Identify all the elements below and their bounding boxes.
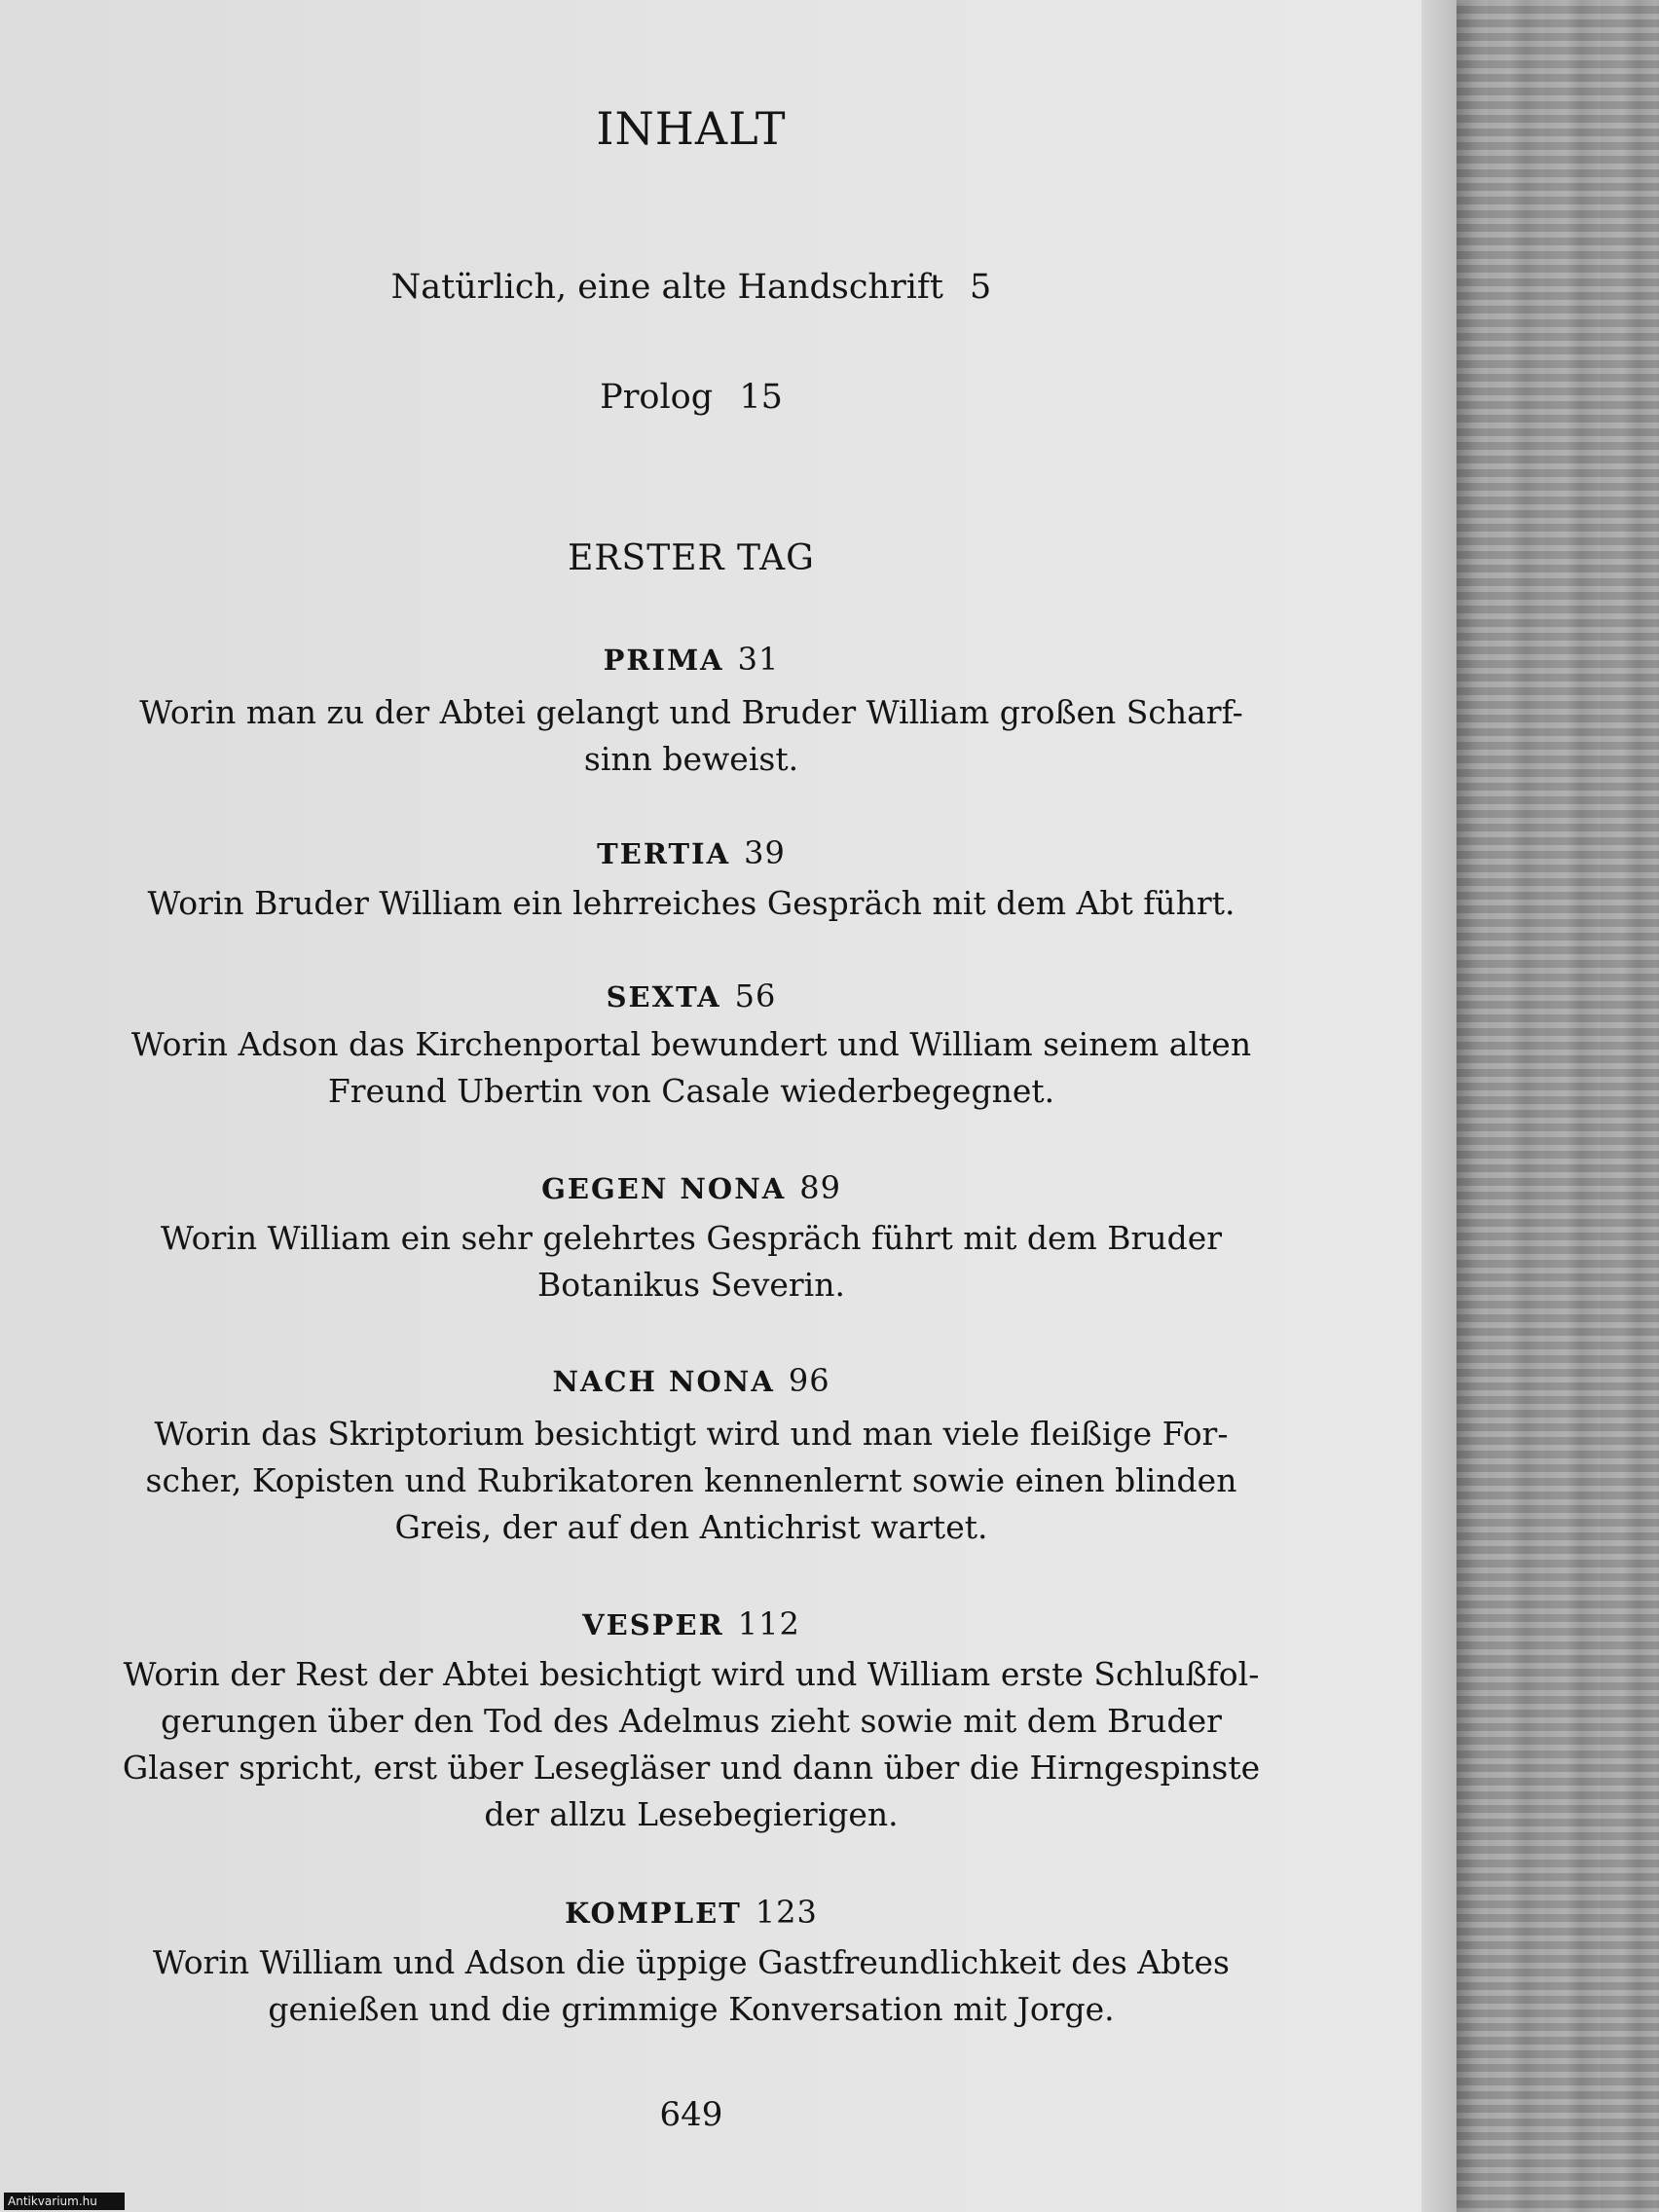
hour-name: NACH NONA [552,1365,775,1398]
description-line: Worin William ein sehr gelehrtes Gespräch führt mit dem Bruder [160,1219,1223,1257]
description-line: Freund Ubertin von Casale wiederbegegnet. [327,1072,1055,1110]
description-line: genießen und die grimmige Konversation mit Jorge. [268,1990,1115,2028]
description-line: Worin Bruder William ein lehrreiches Gespräch mit dem Abt führt. [147,884,1235,922]
toc-entry-label: Natürlich, eine alte Handschrift [390,268,943,307]
description-line: Botanikus Severin. [537,1266,845,1304]
hour-description-vesper [39,1651,1344,1838]
hour-page: 89 [799,1169,841,1206]
toc-entry-page: 5 [970,268,992,307]
hour-description-prima [39,689,1344,783]
description-line: Worin man zu der Abtei gelangt und Bruder William großen Scharf- [139,693,1243,731]
watermark: Antikvarium.hu [4,2193,125,2210]
hour-heading-nach-nona[interactable] [39,1362,1344,1399]
hour-description-gegen-nona [39,1215,1344,1309]
toc-entry-front-2[interactable] [39,378,1344,417]
hour-description-komplet [39,1939,1344,2033]
toc-entry-page: 15 [739,378,783,417]
hour-heading-komplet[interactable] [39,1894,1344,1931]
hour-name: PRIMA [603,644,724,677]
hour-name: SEXTA [606,980,721,1014]
description-line: Worin der Rest der Abtei besichtigt wird und William erste Schlußfol- [123,1655,1260,1693]
hour-name: GEGEN NONA [541,1172,787,1205]
description-line: scher, Kopisten und Rubrikatoren kennenlernt sowie einen blinden [145,1461,1237,1499]
hour-heading-prima[interactable] [39,641,1344,678]
description-line: der allzu Lesebegierigen. [484,1795,899,1833]
hour-description-sexta [39,1021,1344,1115]
description-line: Glaser spricht, erst über Lesegläser und dann über die Hirngespinste [122,1749,1261,1787]
toc-entry-label: Prolog [600,378,714,417]
hour-heading-vesper[interactable] [39,1605,1344,1642]
hour-name: TERTIA [597,837,731,870]
hour-heading-sexta[interactable] [39,977,1344,1014]
hour-page: 112 [737,1605,800,1642]
description-line: Worin Adson das Kirchenportal bewundert und William seinem alten [130,1025,1252,1063]
hour-page: 123 [755,1894,818,1931]
description-line: Worin William und Adson die üppige Gastfreundlichkeit des Abtes [153,1943,1230,1981]
hour-page: 96 [788,1362,830,1399]
hour-page: 56 [734,977,777,1014]
day-title: ERSTER TAG [568,538,815,578]
background-surface [1431,0,1659,2212]
toc-entry-front-1[interactable] [39,268,1344,307]
hour-description-tertia [39,880,1344,927]
hour-page: 31 [737,641,780,678]
hour-description-nach-nona [39,1411,1344,1551]
description-line: sinn beweist. [583,740,799,778]
description-line: gerungen über den Tod des Adelmus zieht sowie mit dem Bruder [161,1702,1222,1740]
page-title: INHALT [596,102,787,155]
hour-name: VESPER [582,1608,724,1641]
page-number: 649 [659,2095,723,2134]
hour-name: KOMPLET [565,1897,742,1930]
hour-heading-tertia[interactable] [39,834,1344,871]
hour-page: 39 [744,834,786,871]
description-line: Worin das Skriptorium besichtigt wird und man viele fleißige For- [154,1415,1229,1453]
description-line: Greis, der auf den Antichrist wartet. [394,1508,988,1546]
hour-heading-gegen-nona[interactable] [39,1169,1344,1206]
